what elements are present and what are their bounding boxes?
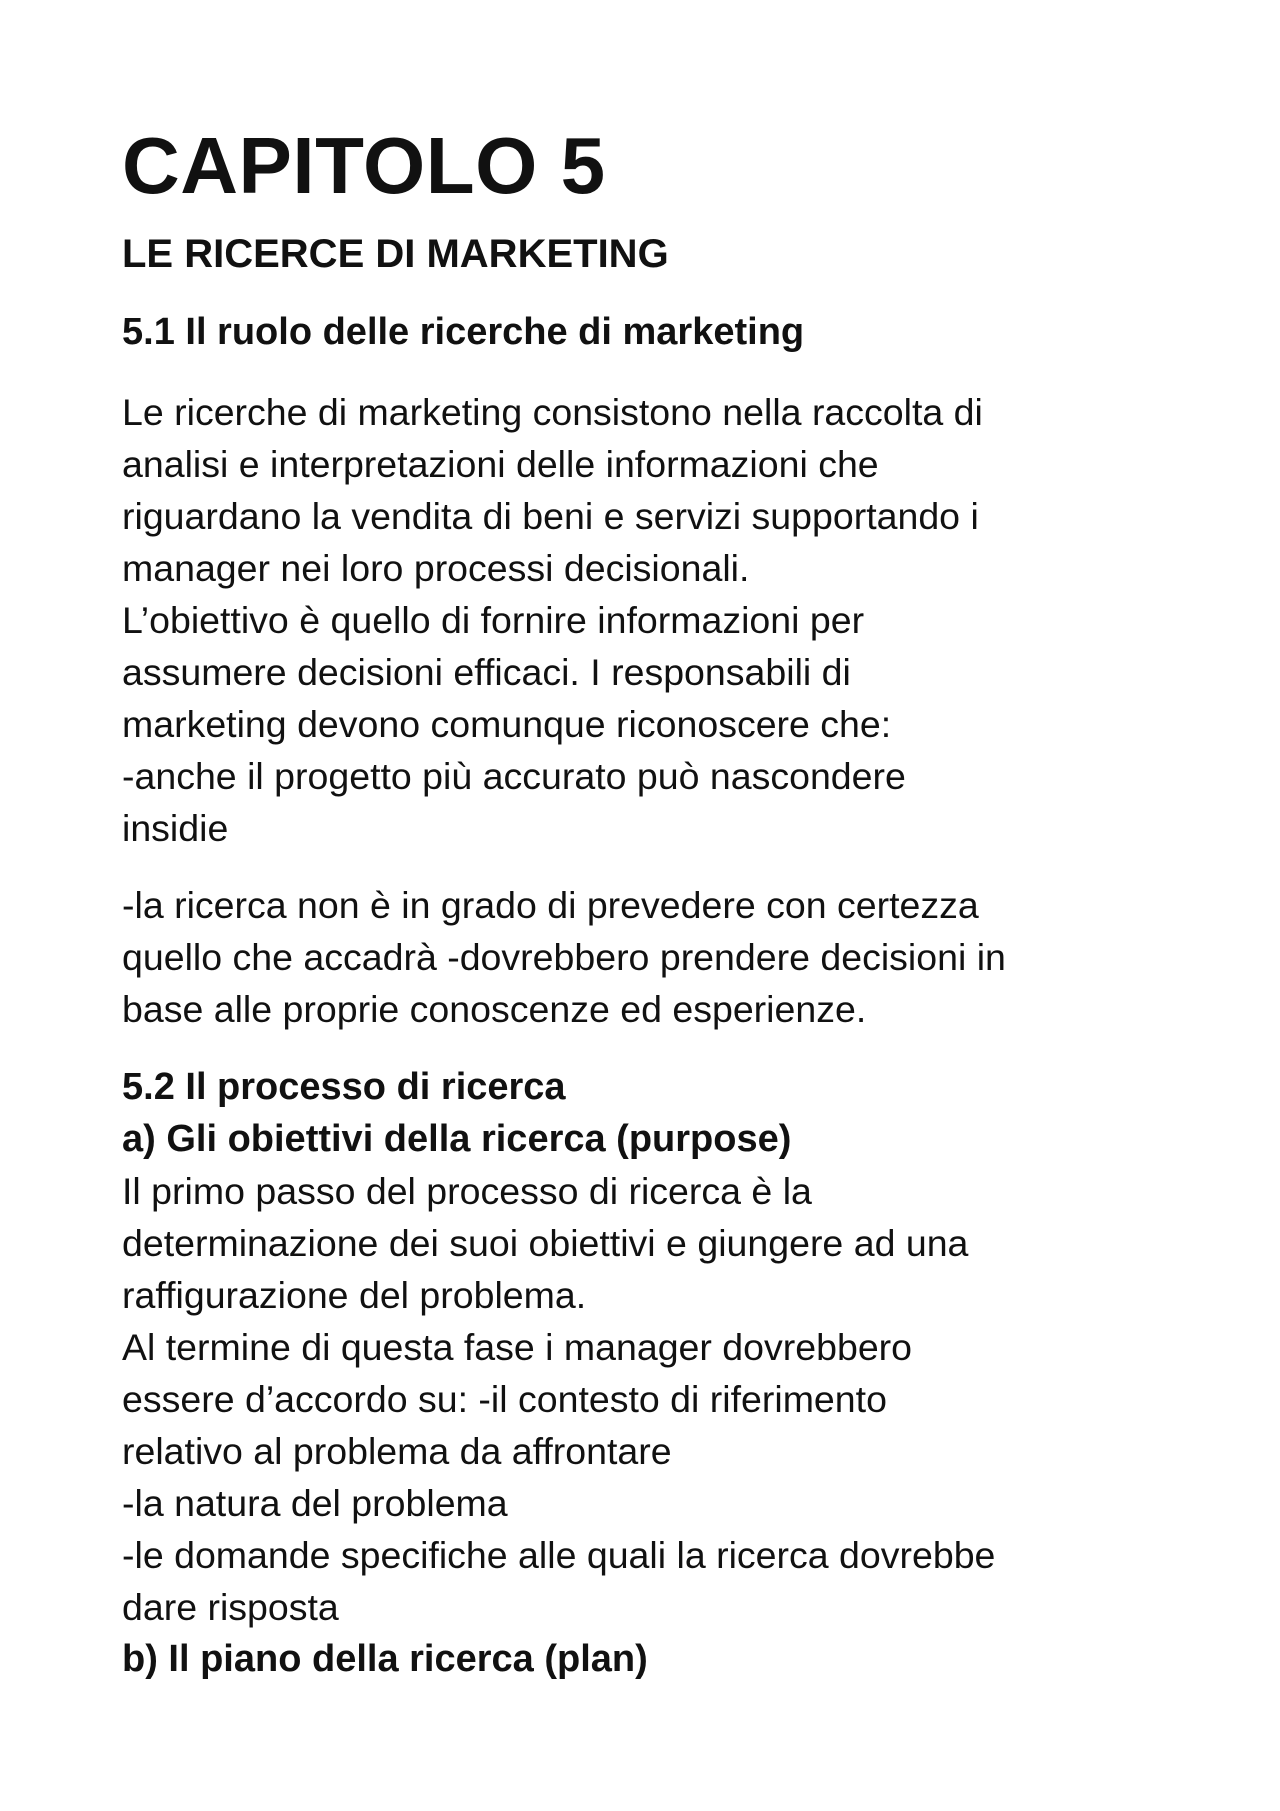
- chapter-title: CAPITOLO 5: [122, 121, 606, 210]
- section-2-subheading-a: a) Gli obiettivi della ricerca (purpose): [122, 1118, 792, 1160]
- section-2-subheading-b: b) Il piano della ricerca (plan): [122, 1638, 648, 1680]
- section-1-paragraph-1: Le ricerche di marketing consistono nella raccolta di analisi e interpretazioni delle informazioni che riguardano la vendita di beni e servizi supportando i manager nei loro processi decisionali. L’obiettivo è quello di fornire informazioni per assumere decisioni efficaci. I responsabili di marketing devono comunque riconoscere che: -anche il progetto più accurato può nascondere insidie: [122, 391, 983, 849]
- section-1-paragraph-2: -la ricerca non è in grado di prevedere con certezza quello che accadrà -dovrebbero prendere decisioni in base alle proprie conoscenze ed esperienze.: [122, 884, 1006, 1030]
- section-1-heading: 5.1 Il ruolo delle ricerche di marketing: [122, 311, 805, 353]
- document-page: [122, 118, 1182, 1685]
- section-2: [122, 1061, 1182, 1685]
- section-2-paragraph-a: Il primo passo del processo di ricerca è la determinazione dei suoi obiettivi e giungere ad una raffigurazione del problema. Al termine di questa fase i manager dovrebbero essere d’accordo su: -il contesto di riferimento relativo al problema da affrontare -la natura del problema -le domande specifiche alle quali la ricerca dovrebbe dare risposta: [122, 1170, 996, 1628]
- chapter-subtitle: LE RICERCE DI MARKETING: [122, 232, 669, 276]
- section-2-heading: 5.2 Il processo di ricerca: [122, 1066, 566, 1108]
